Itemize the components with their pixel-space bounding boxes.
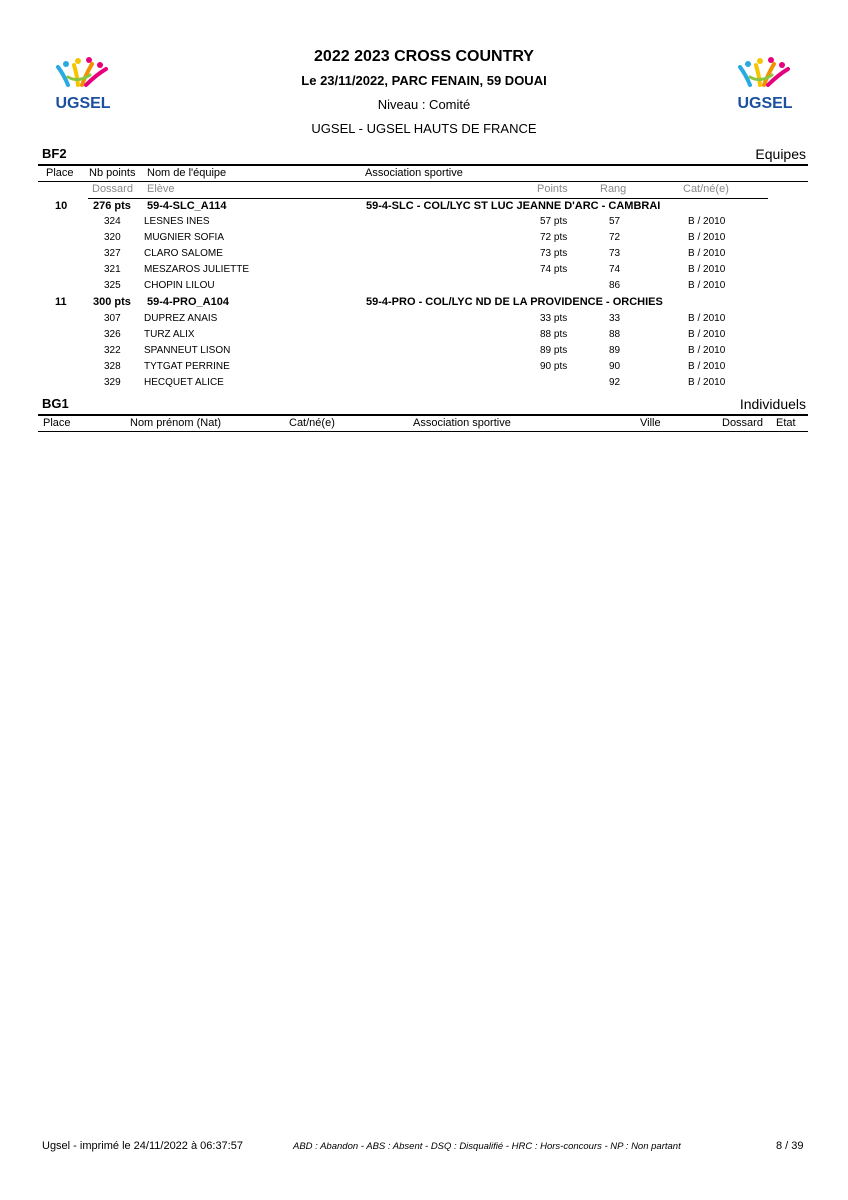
member-cat: B / 2010 xyxy=(688,377,726,388)
member-cat: B / 2010 xyxy=(688,216,726,227)
member-cat: B / 2010 xyxy=(688,361,726,372)
member-dossard: 324 xyxy=(104,216,121,227)
col-header-nom: Nom prénom (Nat) xyxy=(130,417,222,429)
col-header-ville: Ville xyxy=(640,417,661,429)
member-cat: B / 2010 xyxy=(688,264,726,275)
member-eleve: CHOPIN LILOU xyxy=(144,280,215,291)
member-rang: 86 xyxy=(609,280,621,291)
team-name: 59-4-SLC_A114 xyxy=(147,200,227,212)
member-eleve: SPANNEUT LISON xyxy=(144,345,231,356)
col-header-association: Association sportive xyxy=(413,417,511,429)
member-dossard: 307 xyxy=(104,313,121,324)
member-points: 73 pts xyxy=(540,248,568,259)
member-dossard: 320 xyxy=(104,232,121,243)
section-rule xyxy=(38,414,808,416)
team-place: 10 xyxy=(55,200,68,212)
member-cat: B / 2010 xyxy=(688,232,726,243)
team-points: 300 pts xyxy=(93,296,131,308)
member-points: 90 pts xyxy=(540,361,568,372)
team-association: 59-4-PRO - COL/LYC ND DE LA PROVIDENCE - ORCHIES xyxy=(366,296,663,308)
member-cat: B / 2010 xyxy=(688,280,726,291)
section-type-equipes: Equipes xyxy=(755,146,806,162)
col-header-cat: Cat/né(e) xyxy=(289,417,335,429)
member-rang: 89 xyxy=(609,345,621,356)
member-dossard: 327 xyxy=(104,248,121,259)
member-cat: B / 2010 xyxy=(688,248,726,259)
member-eleve: MUGNIER SOFIA xyxy=(144,232,225,243)
member-eleve: CLARO SALOME xyxy=(144,248,223,259)
organisation-label: UGSEL - UGSEL HAUTS DE FRANCE xyxy=(311,121,537,136)
col-header-dossard: Dossard xyxy=(722,417,763,429)
col-header-place: Place xyxy=(43,417,71,429)
member-cat: B / 2010 xyxy=(688,345,726,356)
member-rang: 92 xyxy=(609,377,621,388)
header-rule xyxy=(38,431,808,432)
subheader-rule xyxy=(88,198,768,199)
member-rang: 57 xyxy=(609,216,621,227)
section-rule xyxy=(38,164,808,166)
member-eleve: DUPREZ ANAIS xyxy=(144,313,218,324)
subcol-header-points: Points xyxy=(537,183,568,195)
member-eleve: HECQUET ALICE xyxy=(144,377,224,388)
member-points: 88 pts xyxy=(540,329,568,340)
member-eleve: MESZAROS JULIETTE xyxy=(144,264,250,275)
col-header-team-name: Nom de l'équipe xyxy=(147,167,227,179)
footer-page-number: 8 / 39 xyxy=(776,1140,804,1152)
logo-text: UGSEL xyxy=(55,95,111,112)
team-place: 11 xyxy=(55,296,67,308)
member-rang: 90 xyxy=(609,361,621,372)
col-header-points: Nb points xyxy=(89,167,136,179)
logo-text: UGSEL xyxy=(737,95,793,112)
member-points: 74 pts xyxy=(540,264,568,275)
member-dossard: 326 xyxy=(104,329,121,340)
section-code-bf2: BF2 xyxy=(42,146,67,161)
member-points: 89 pts xyxy=(540,345,568,356)
team-association: 59-4-SLC - COL/LYC ST LUC JEANNE D'ARC - CAMBRAI xyxy=(366,200,661,212)
member-points: 72 pts xyxy=(540,232,568,243)
team-name: 59-4-PRO_A104 xyxy=(147,296,229,308)
member-eleve: TYTGAT PERRINE xyxy=(144,361,230,372)
member-points: 57 pts xyxy=(540,216,568,227)
event-subtitle: Le 23/11/2022, PARC FENAIN, 59 DOUAI xyxy=(301,73,547,88)
subcol-header-eleve: Elève xyxy=(147,183,175,195)
member-points: 33 pts xyxy=(540,313,568,324)
member-eleve: TURZ ALIX xyxy=(144,329,195,340)
header-rule xyxy=(38,181,808,182)
member-rang: 74 xyxy=(609,264,621,275)
section-code-bg1: BG1 xyxy=(42,396,69,411)
niveau-label: Niveau : Comité xyxy=(377,97,471,112)
section-type-individuels: Individuels xyxy=(739,396,806,412)
member-dossard: 328 xyxy=(104,361,121,372)
document-title: 2022 2023 CROSS COUNTRY xyxy=(314,48,534,65)
member-cat: B / 2010 xyxy=(688,329,726,340)
team-points: 276 pts xyxy=(93,200,131,212)
member-dossard: 329 xyxy=(104,377,121,388)
subcol-header-cat: Cat/né(e) xyxy=(683,183,729,195)
col-header-association: Association sportive xyxy=(365,167,463,179)
member-rang: 88 xyxy=(609,329,621,340)
member-dossard: 325 xyxy=(104,280,121,291)
member-cat: B / 2010 xyxy=(688,313,726,324)
member-rang: 33 xyxy=(609,313,621,324)
footer-printed: Ugsel - imprimé le 24/11/2022 à 06:37:57 xyxy=(42,1140,243,1152)
member-dossard: 321 xyxy=(104,264,121,275)
member-eleve: LESNES INES xyxy=(144,216,210,227)
subcol-header-dossard: Dossard xyxy=(92,183,133,195)
member-rang: 73 xyxy=(609,248,621,259)
footer-legend: ABD : Abandon - ABS : Absent - DSQ : Disqualifié - HRC : Hors-concours - NP : Non partant xyxy=(293,1141,681,1152)
col-header-place: Place xyxy=(46,167,74,179)
member-rang: 72 xyxy=(609,232,621,243)
member-dossard: 322 xyxy=(104,345,121,356)
col-header-etat: Etat xyxy=(776,417,796,429)
subcol-header-rang: Rang xyxy=(600,183,627,195)
